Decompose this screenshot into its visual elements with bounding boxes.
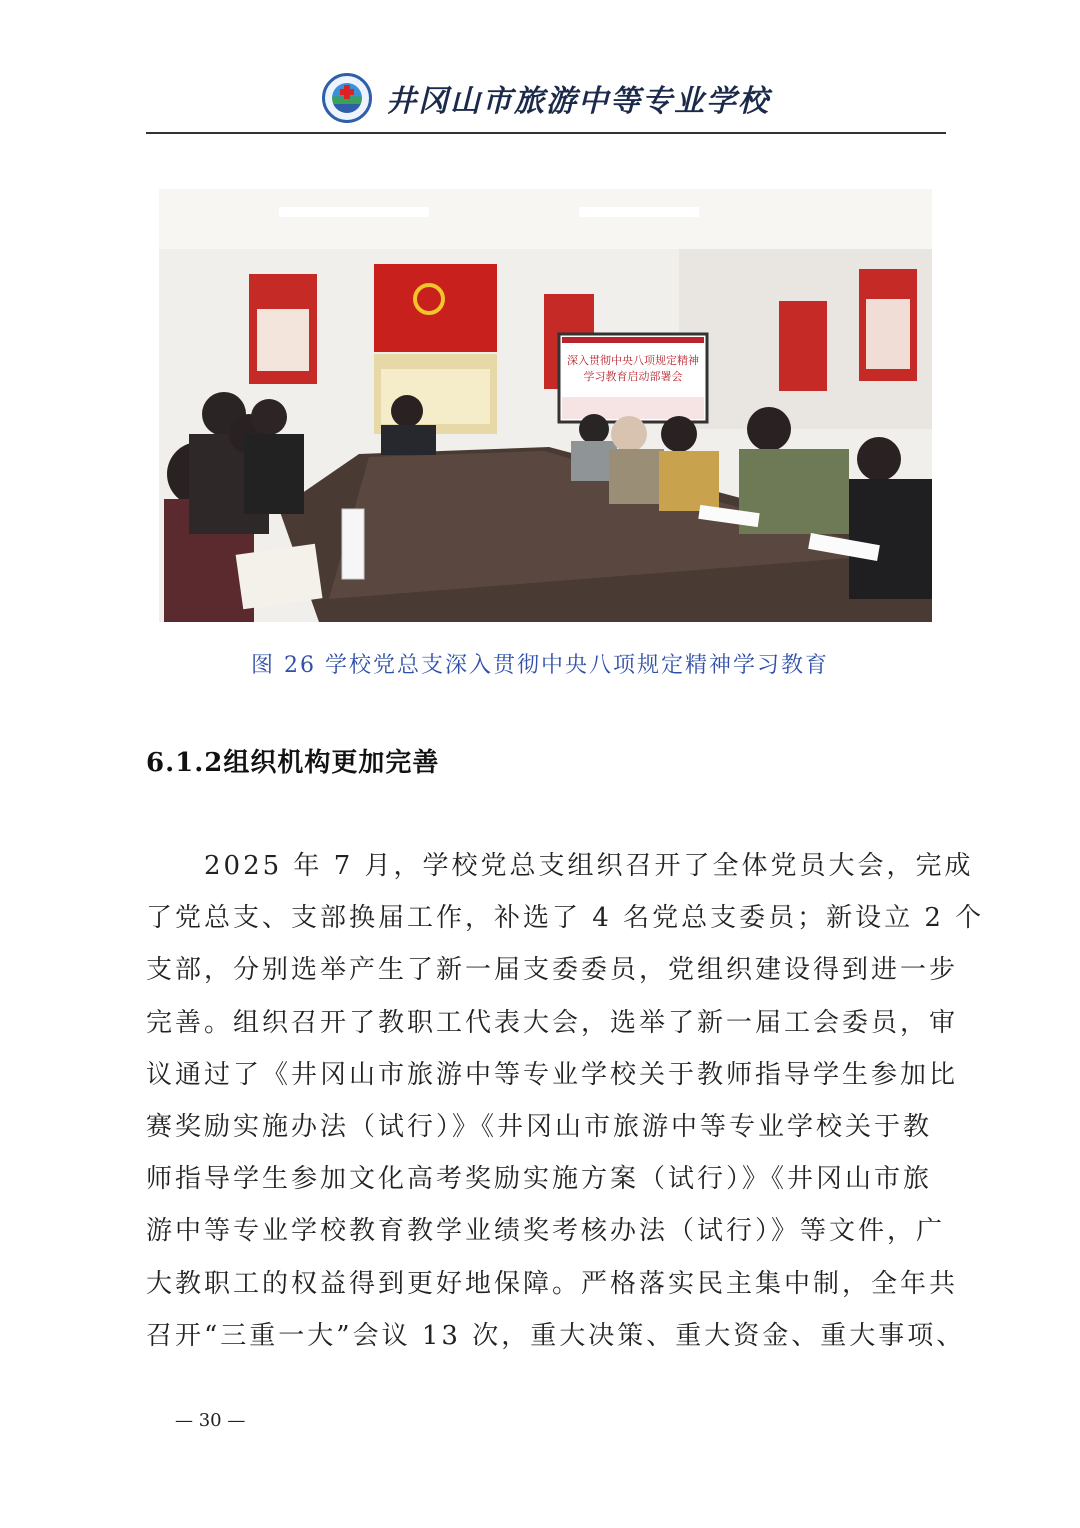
screen-title-line2: 学习教育启动部署会 bbox=[583, 370, 683, 383]
paragraph-line: 2025 年 7 月，学校党总支组织召开了全体党员大会，完成 bbox=[146, 851, 974, 881]
paragraph-line: 了党总支、支部换届工作，补选了 4 名党总支委员；新设立 2 个 bbox=[146, 903, 985, 934]
meeting-photo bbox=[159, 189, 932, 622]
figure-caption: 图 26 学校党总支深入贯彻中央八项规定精神学习教育 bbox=[251, 653, 829, 678]
paragraph-line: 游中等专业学校教育教学业绩奖考核办法（试行）》等文件，广 bbox=[146, 1216, 946, 1247]
school-emblem-icon bbox=[322, 73, 372, 123]
party-flag bbox=[374, 264, 497, 352]
paragraph-line: 大教职工的权益得到更好地保障。严格落实民主集中制，全年共 bbox=[146, 1268, 959, 1299]
school-name: 井冈山市旅游中等专业学校 bbox=[386, 84, 770, 119]
paragraph-line: 召开“三重一大”会议 13 次，重大决策、重大资金、重大事项、 bbox=[146, 1320, 966, 1351]
body-paragraph bbox=[146, 840, 985, 1362]
paragraph-line: 完善。组织召开了教职工代表大会，选举了新一届工会委员，审 bbox=[146, 1007, 959, 1038]
section-heading: 6.1.2组织机构更加完善 bbox=[146, 748, 440, 778]
paragraph-line: 议通过了《井冈山市旅游中等专业学校关于教师指导学生参加比 bbox=[146, 1059, 959, 1090]
paragraph-line: 赛奖励实施办法（试行）》《井冈山市旅游中等专业学校关于教 bbox=[146, 1112, 933, 1143]
page-header bbox=[146, 70, 946, 134]
screen-title-line1: 深入贯彻中央八项规定精神 bbox=[567, 354, 699, 367]
paragraph-line: 支部，分别选举产生了新一届支委委员，党组织建设得到进一步 bbox=[146, 955, 959, 986]
paragraph-line: 师指导学生参加文化高考奖励实施方案（试行）》《井冈山市旅 bbox=[146, 1164, 933, 1195]
page-number: — 30 — bbox=[175, 1410, 246, 1431]
